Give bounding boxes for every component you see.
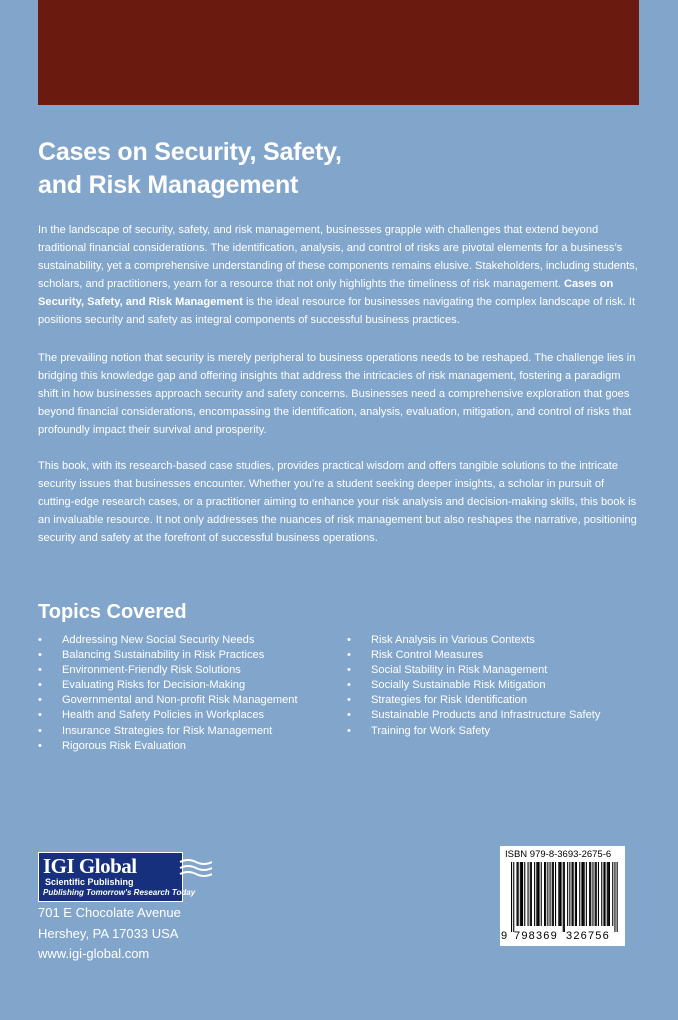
barcode-bar <box>584 862 585 926</box>
topic-item <box>38 633 338 648</box>
bullet-icon: • <box>38 649 42 662</box>
book-title-line2: and Risk Management <box>38 171 299 199</box>
barcode-bar <box>579 862 580 926</box>
isbn-label: ISBN 979-8-3693-2675-6 <box>505 849 612 860</box>
topic-item <box>347 633 639 648</box>
barcode-bar <box>586 862 587 926</box>
barcode-bar <box>517 862 518 926</box>
barcode-bar <box>553 862 554 926</box>
topic-item <box>38 724 338 739</box>
topic-label: Insurance Strategies for Risk Management <box>62 724 273 737</box>
topic-item <box>347 693 639 708</box>
topic-label: Environment-Friendly Risk Solutions <box>62 664 241 677</box>
barcode-bar <box>518 862 519 926</box>
bullet-icon: • <box>347 649 351 662</box>
address-city: Hershey, PA 17033 USA <box>38 925 179 941</box>
barcode-bar <box>511 862 512 932</box>
topic-item <box>347 648 639 663</box>
barcode-bar <box>537 862 538 926</box>
barcode-bar <box>596 862 597 926</box>
topic-label: Socially Sustainable Risk Mitigation <box>371 679 546 692</box>
barcode-bar <box>573 862 574 926</box>
barcode-bar <box>520 862 521 926</box>
topic-label: Rigorous Risk Evaluation <box>62 739 186 752</box>
barcode-bar <box>595 862 596 926</box>
barcode-bar <box>567 862 568 926</box>
barcode-bar <box>589 862 590 926</box>
bullet-icon: • <box>38 739 42 752</box>
bullet-icon: • <box>347 724 351 737</box>
topic-label: Training for Work Safety <box>371 724 490 737</box>
barcode-digit-first: 9 <box>501 930 508 942</box>
topic-label: Addressing New Social Security Needs <box>62 634 255 646</box>
barcode-bar <box>581 862 582 926</box>
barcode-bar <box>598 862 599 926</box>
logo-subtitle: Scientific Publishing <box>45 877 134 887</box>
topic-label: Social Stability in Risk Management <box>371 664 548 677</box>
barcode-bar <box>583 862 584 926</box>
topic-label: Risk Control Measures <box>371 649 484 662</box>
barcode-digits-right: 326756 <box>566 930 610 942</box>
topic-label: Sustainable Products and Infrastructure Safety <box>371 709 601 722</box>
topic-item <box>38 708 338 723</box>
topics-list-right <box>347 633 639 739</box>
barcode-bar <box>603 862 604 926</box>
barcode-bar <box>544 862 545 926</box>
bullet-icon: • <box>347 709 351 722</box>
barcode-bar <box>545 862 546 926</box>
topic-item <box>38 648 338 663</box>
barcode-bar <box>561 862 562 926</box>
bullet-icon: • <box>38 664 42 677</box>
barcode-bar <box>524 862 525 926</box>
barcode-bar <box>547 862 548 926</box>
description-paragraph-1 <box>38 221 638 330</box>
barcode-bar <box>559 862 560 926</box>
publisher-address <box>38 903 181 965</box>
bullet-icon: • <box>347 679 351 692</box>
description-p1-end: is the ideal resource for businesses navigating the complex landscape of risk. It positions security and safety as integral components of successful business practices. <box>38 296 636 327</box>
barcode-bar <box>564 862 565 932</box>
bullet-icon: • <box>38 634 42 646</box>
barcode-bar <box>531 862 532 926</box>
topic-item <box>347 678 639 693</box>
publisher-website: www.igi-global.com <box>38 946 150 961</box>
barcode-bar <box>590 862 591 926</box>
barcode-bar <box>528 862 529 926</box>
barcode-bar <box>612 862 613 926</box>
bullet-icon: • <box>347 634 351 646</box>
topic-item <box>38 663 338 678</box>
topic-item <box>347 724 639 739</box>
topic-label: Risk Analysis in Various Contexts <box>371 634 535 646</box>
top-color-band <box>38 0 639 105</box>
barcode-bar <box>575 862 576 926</box>
barcode-bar <box>550 862 551 926</box>
topic-item <box>347 663 639 678</box>
isbn-barcode <box>500 846 625 946</box>
barcode-bar <box>617 862 618 932</box>
topic-item <box>38 678 338 693</box>
topic-label: Balancing Sustainability in Risk Practices <box>62 649 265 662</box>
topic-label: Health and Safety Policies in Workplaces <box>62 709 265 722</box>
barcode-bar <box>558 862 559 926</box>
barcode-bar <box>576 862 577 926</box>
logo-waves-icon <box>178 858 212 882</box>
description-paragraph-3: This book, with its research-based case studies, provides practical wisdom and offers tangible solutions to the intricate security issues that businesses encounter. Whether you’re a student seeking deeper insights, a scholar in pursuit of cutting-edge research cases, or a practitioner aiming to enhance your risk analysis and decision-making skills, this book is an invaluable resource. It not only addresses the nuances of risk management but also reshapes the narrative, positioning security and safety at the forefront of successful business operations. <box>38 460 637 545</box>
barcode-bar <box>552 862 553 926</box>
description-p1-book-title: Cases on Security, Safety, and Risk Management <box>38 278 614 309</box>
topic-label: Evaluating Risks for Decision-Making <box>62 679 246 692</box>
barcode-digits-left: 798369 <box>514 930 558 942</box>
bullet-icon: • <box>38 694 42 707</box>
barcode-bar <box>614 862 615 932</box>
barcode-bar <box>522 862 523 926</box>
barcode-bars <box>505 862 620 932</box>
bullet-icon: • <box>38 724 42 737</box>
topic-label: Strategies for Risk Identification <box>371 694 528 707</box>
description-p1-start: In the landscape of security, safety, and risk management, businesses grapple with challenges that extend beyond traditional financial considerations. The identification, analysis, and control of risks are pivotal elements for a business’s sustainability, yet a comprehensive understanding of these components remains elusive. Stakeholders, including students, scholars, and practitioners, yearn for a resource that not only highlights the timeliness of risk management. <box>38 224 638 291</box>
topic-label: Governmental and Non-profit Risk Management <box>62 694 298 707</box>
description-paragraph-2: The prevailing notion that security is merely peripheral to business operations needs to be reshaped. The challenge lies in bridging this knowledge gap and offering insights that address the intricacies of risk management, fostering a paradigm shift in how businesses approach security and safety concerns. Businesses need a comprehensive exploration that goes beyond financial considerations, encompassing the identification, analysis, evaluation, mitigation, and control of risks that profoundly impact their survival and prosperity. <box>38 351 636 436</box>
barcode-bar <box>609 862 610 926</box>
topics-list-left <box>38 633 338 754</box>
topic-item <box>38 693 338 708</box>
logo-tagline: Publishing Tomorrow’s Research Today <box>43 888 196 897</box>
address-street: 701 E Chocolate Avenue <box>38 905 181 920</box>
bullet-icon: • <box>347 664 351 677</box>
barcode-bar <box>513 862 514 932</box>
book-title-line1: Cases on Security, Safety, <box>38 138 342 166</box>
barcode-bar <box>605 862 606 926</box>
topic-item <box>347 708 639 723</box>
book-title <box>38 136 638 202</box>
barcode-bar <box>530 862 531 926</box>
bullet-icon: • <box>38 709 42 722</box>
barcode-bar <box>569 862 570 926</box>
publisher-logo <box>38 852 212 902</box>
bullet-icon: • <box>38 679 42 692</box>
publisher-logo-box <box>38 852 196 902</box>
book-description <box>38 221 638 566</box>
topic-item <box>38 739 338 754</box>
barcode-bar <box>541 862 542 926</box>
barcode-bar <box>555 862 556 926</box>
barcode-bar <box>601 862 602 926</box>
barcode-bar <box>608 862 609 926</box>
barcode-bar <box>572 862 573 926</box>
barcode-bar <box>592 862 593 926</box>
barcode-bar <box>521 862 522 926</box>
barcode-bar <box>607 862 608 926</box>
bullet-icon: • <box>347 694 351 707</box>
barcode-bar <box>534 862 535 926</box>
barcode-bar <box>563 862 564 932</box>
barcode-bar <box>536 862 537 926</box>
barcode-bar <box>539 862 540 926</box>
topics-heading: Topics Covered <box>38 601 187 623</box>
logo-name: IGI Global <box>43 854 137 878</box>
